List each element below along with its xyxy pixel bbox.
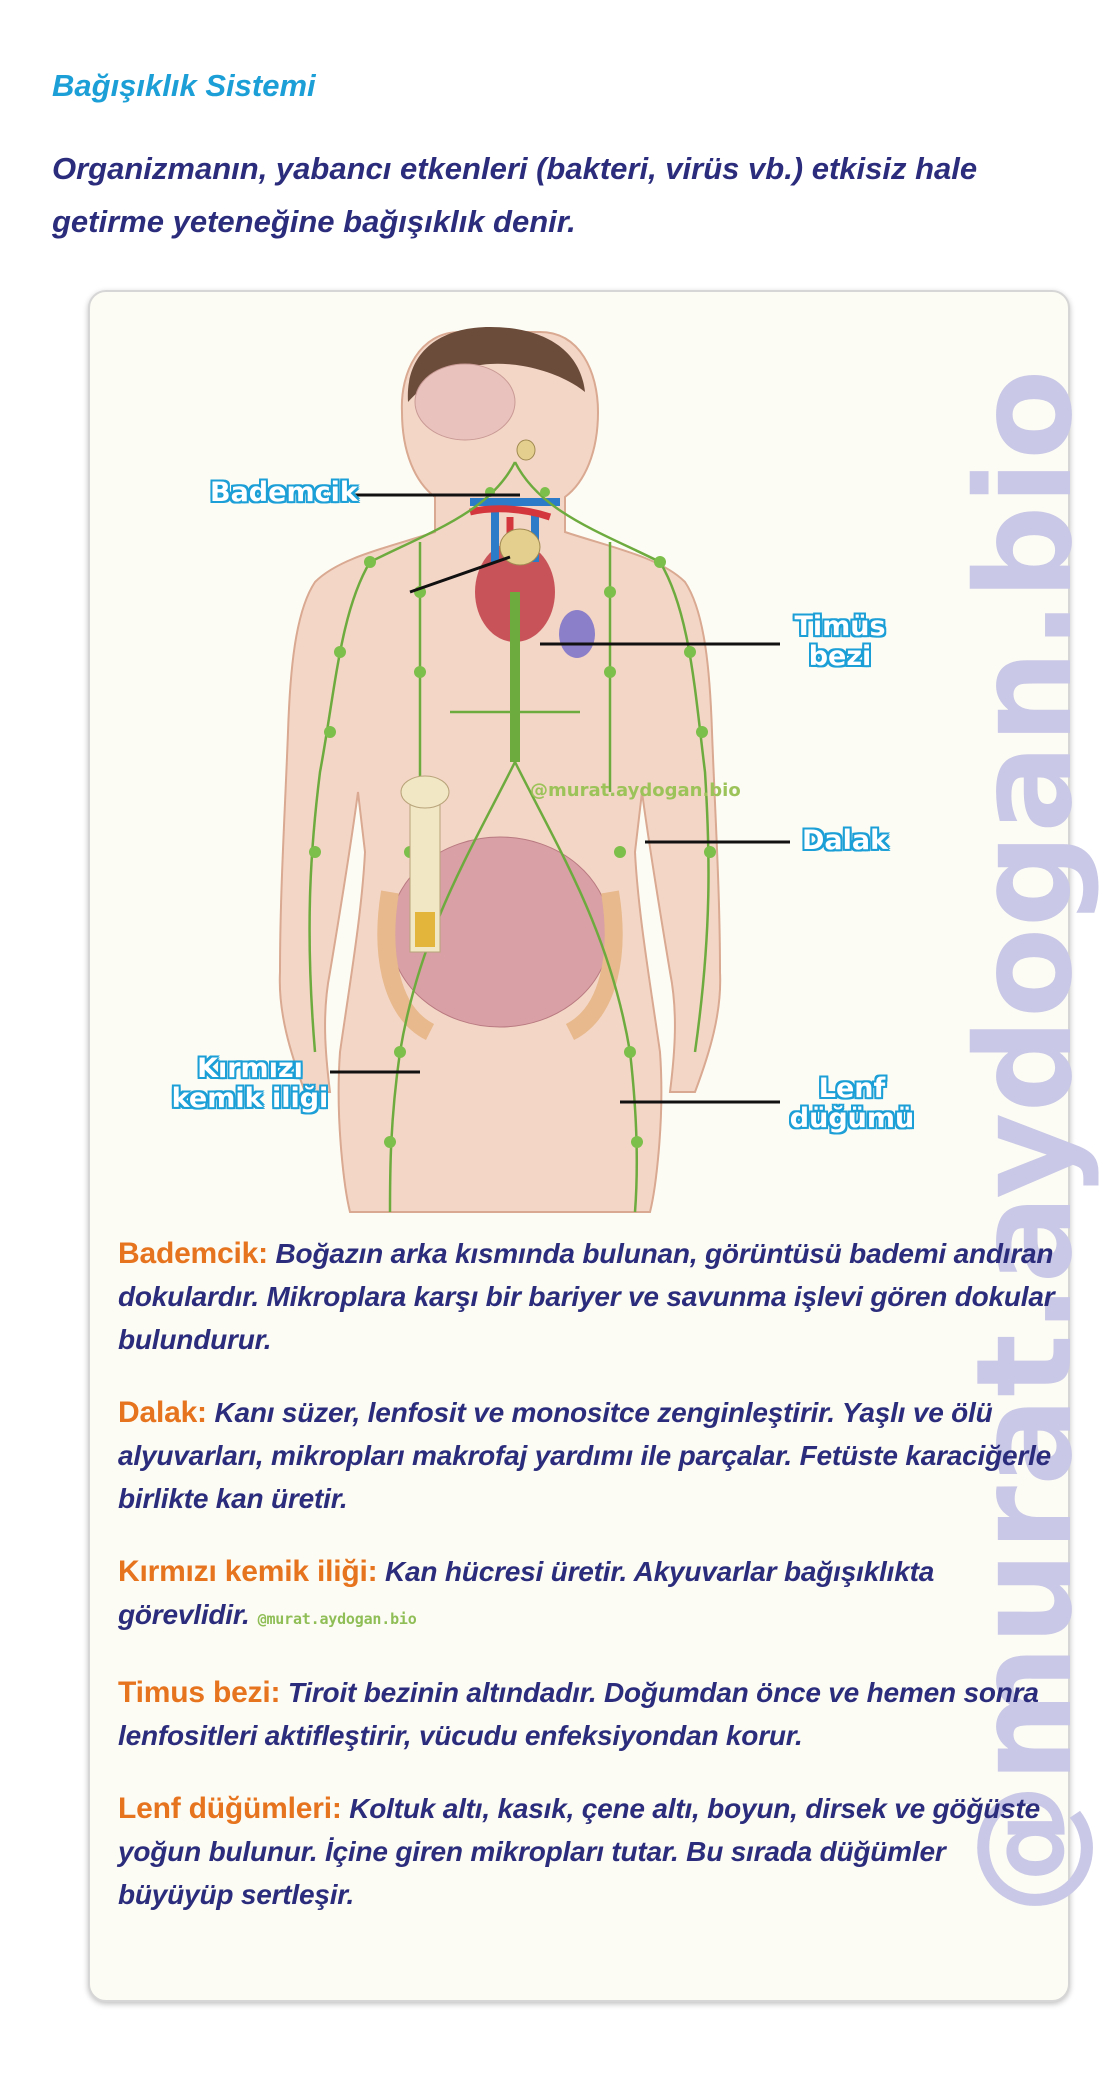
definition-term: Lenf düğümleri: (118, 1792, 342, 1825)
label-kemik-line2: kemik iliği (171, 1083, 329, 1114)
definition-bademcik (118, 1232, 1058, 1361)
definition-term: Kırmızı kemik iliği: (118, 1555, 378, 1588)
lymphatic-system-card (88, 290, 1102, 2002)
definition-text: Kanı süzer, lenfosit ve monositce zenginleştirir. Yaşlı ve ölü alyuvarları, mikropları makrofaj yardımı ile parçalar. Fetüste karaciğerle birlikte kan üretir. (118, 1397, 1052, 1514)
definitions-list (118, 1232, 1058, 1946)
tonsil (517, 440, 535, 460)
definition-term: Bademcik: (118, 1237, 268, 1270)
definition-text: Tiroit bezinin altındadır. Doğumdan önce ve hemen sonra lenfositleri aktifleştirir, vücudu enfeksiyondan korur. (118, 1677, 1039, 1751)
body-silhouette (280, 332, 720, 1212)
definition-dalak (118, 1391, 1058, 1520)
label-timus-line2: bezi (808, 641, 872, 672)
brain (415, 364, 515, 440)
definition-kemik-iligi (118, 1550, 1058, 1641)
label-timus-line1: Timüs (794, 611, 886, 642)
label-lenf (782, 1074, 922, 1134)
intro-paragraph: Organizmanın, yabancı etkenleri (bakteri, virüs vb.) etkisiz hale getirme yeteneğine bağışıklık denir. (52, 151, 978, 239)
vertical-watermark: @murat.aydogan.bio (948, 369, 1102, 1915)
label-timus (790, 612, 890, 672)
definition-term: Dalak: (118, 1396, 207, 1429)
label-dalak: Dalak (802, 825, 889, 856)
label-lenf-line1: Lenf (818, 1073, 886, 1104)
definition-text: Koltuk altı, kasık, çene altı, boyun, dirsek ve göğüste yoğun bulunur. İçine giren mikropları tutar. Bu sırada düğümler büyüyüp sertleşir. (118, 1793, 1041, 1910)
label-bademcik: Bademcik (210, 477, 358, 508)
definition-text: Kan hücresi üretir. Akyuvarlar bağışıklıkta görevlidir. (118, 1556, 935, 1630)
definition-term: Timus bezi: (118, 1676, 281, 1709)
spleen (559, 610, 595, 658)
image-watermark: @murat.aydogan.bio (530, 780, 741, 801)
definition-timus (118, 1671, 1058, 1757)
label-lenf-line2: düğümü (789, 1103, 915, 1134)
inline-watermark: @murat.aydogan.bio (257, 1610, 417, 1628)
section-title: Bağışıklık Sistemi (52, 68, 316, 103)
label-kemik-line1: Kırmızı (197, 1053, 303, 1084)
label-kemik-iligi (160, 1054, 340, 1114)
definition-lenf (118, 1787, 1058, 1916)
definition-text: Boğazın arka kısmında bulunan, görüntüsü bademi andıran dokulardır. Mikroplara karşı bir bariyer ve savunma işlevi gören dokular bulundurur. (118, 1238, 1055, 1355)
